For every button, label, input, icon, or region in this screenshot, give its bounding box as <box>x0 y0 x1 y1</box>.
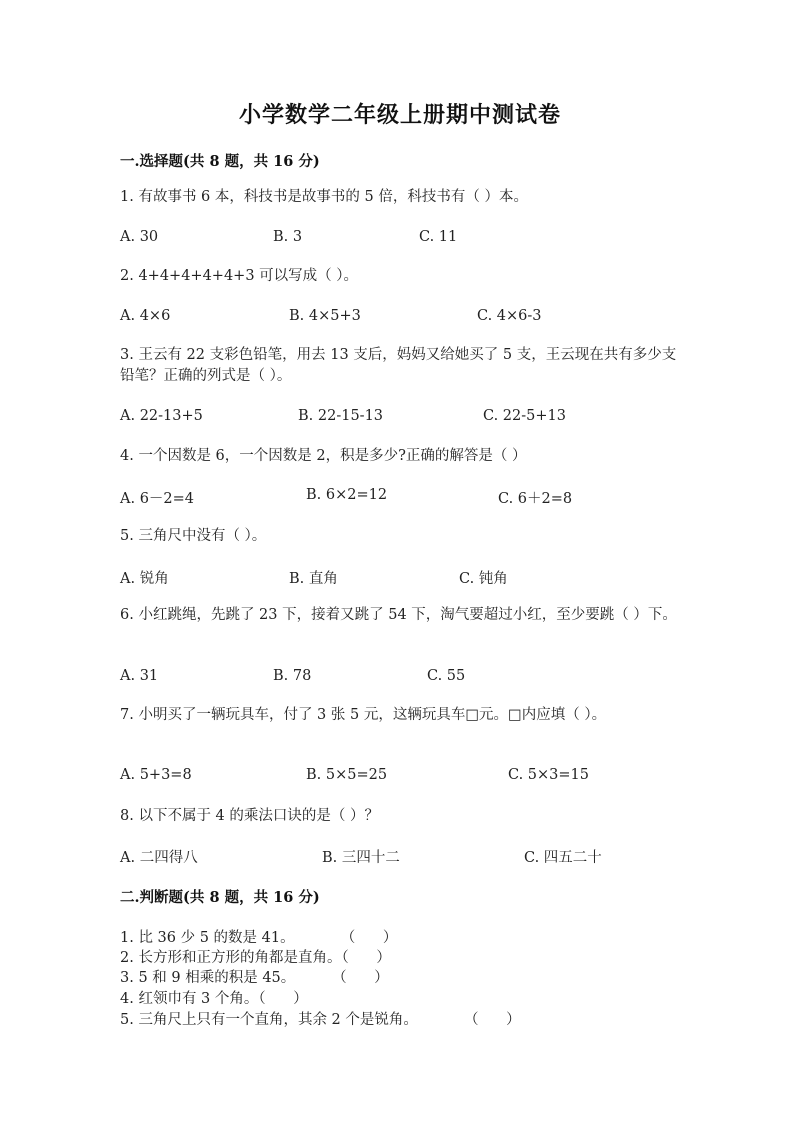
question-8: 8. 以下不属于 4 的乘法口诀的是（ ）？ <box>120 808 379 824</box>
option-5c: C. 钝角 <box>459 571 508 587</box>
question-7: 7. 小明买了一辆玩具车，付了 3 张 5 元，这辆玩具车□元。□内应填（ ）。 <box>120 707 607 723</box>
option-6c: C. 55 <box>427 668 466 684</box>
option-2a: A. 4×6 <box>120 308 171 324</box>
option-1a: A. 30 <box>120 229 159 245</box>
section-heading-choice: 一.选择题(共 8 题，共 16 分) <box>120 153 320 170</box>
option-6b: B. 78 <box>273 668 312 684</box>
judgment-item-5: 5. 三角尺上只有一个直角，其余 2 个是锐角。 （ ） <box>120 1012 521 1028</box>
exam-title: 小学数学二年级上册期中测试卷 <box>238 102 561 128</box>
option-8c: C. 四五二十 <box>524 850 602 866</box>
judgment-item-4: 4. 红领巾有 3 个角。（ ） <box>120 991 308 1007</box>
judgment-item-2: 2. 长方形和正方形的角都是直角。（ ） <box>120 950 391 966</box>
option-7c: C. 5×3=15 <box>508 767 589 783</box>
option-7a: A. 5+3=8 <box>120 767 192 783</box>
judgment-item-3: 3. 5 和 9 相乘的积是 45。 （ ） <box>120 970 389 986</box>
option-3c: C. 22-5+13 <box>483 408 566 424</box>
question-6: 6. 小红跳绳，先跳了 23 下，接着又跳了 54 下，淘气要超过小红，至少要跳（ ）下。 <box>120 607 677 623</box>
option-4a: A. 6－2=4 <box>120 491 195 507</box>
option-4b: B. 6×2=12 <box>306 487 388 503</box>
option-7b: B. 5×5=25 <box>306 767 388 783</box>
option-6a: A. 31 <box>120 668 159 684</box>
option-5a: A. 锐角 <box>120 571 169 587</box>
option-5b: B. 直角 <box>289 571 338 587</box>
judgment-item-1: 1. 比 36 少 5 的数是 41。 （ ） <box>120 930 398 946</box>
option-1b: B. 3 <box>273 229 303 245</box>
option-1c: C. 11 <box>419 229 458 245</box>
option-8a: A. 二四得八 <box>120 850 198 866</box>
option-3b: B. 22-15-13 <box>298 408 384 424</box>
section-heading-judgment: 二.判断题(共 8 题，共 16 分) <box>120 889 320 906</box>
option-8b: B. 三四十二 <box>322 850 400 866</box>
question-1: 1. 有故事书 6 本，科技书是故事书的 5 倍，科技书有（ ）本。 <box>120 189 528 205</box>
option-3a: A. 22-13+5 <box>120 408 203 424</box>
question-3: 3. 王云有 22 支彩色铅笔，用去 13 支后，妈妈又给她买了 5 支，王云现在共有多少支铅笔？正确的列式是（ ）。 <box>120 347 677 384</box>
question-2: 2. 4+4+4+4+4+3 可以写成（ ）。 <box>120 268 359 284</box>
option-4c: C. 6＋2=8 <box>498 491 573 507</box>
option-2c: C. 4×6-3 <box>477 308 542 324</box>
question-5: 5. 三角尺中没有（ ）。 <box>120 528 267 544</box>
question-4: 4. 一个因数是 6，一个因数是 2，积是多少?正确的解答是（ ） <box>120 448 527 464</box>
option-2b: B. 4×5+3 <box>289 308 361 324</box>
